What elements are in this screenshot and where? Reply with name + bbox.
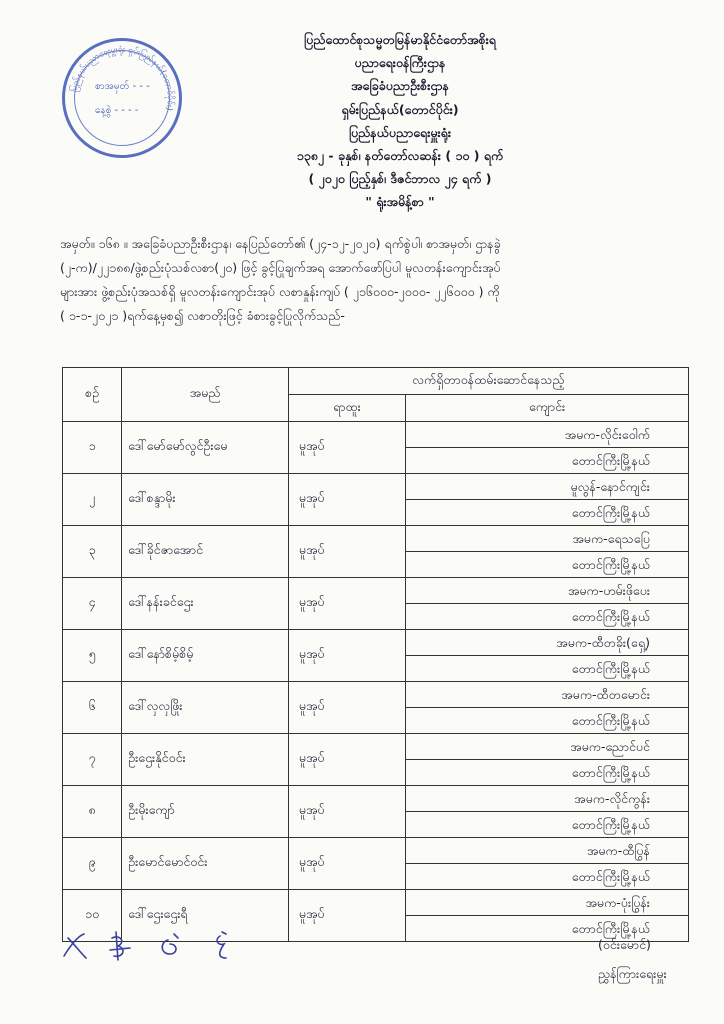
initial-mark — [110, 932, 130, 960]
cell-rank: မူအုပ် — [288, 578, 405, 630]
stamp-ref-line: စာအမှတ် - - - — [95, 81, 150, 92]
cell-no: ၆ — [63, 682, 122, 734]
cell-name: ဦးဌေးနိုင်ဝင်း — [122, 734, 289, 786]
col-header-name: အမည် — [122, 368, 289, 422]
cell-rank: မူအုပ် — [288, 890, 405, 942]
school-township: တောင်ကြီးမြို့နယ် — [571, 765, 650, 780]
initials-signatures — [60, 928, 260, 968]
table-row — [63, 786, 689, 838]
table-row — [63, 422, 689, 474]
header-line-date-gregorian: ( ၂၀၂၀ ပြည့်နှစ်၊ ဒီဇင်ဘာလ ၂၄ ရက် ) — [308, 171, 492, 187]
header-line-state: ရှမ်းပြည်နယ်(တောင်ပိုင်း) — [341, 101, 459, 117]
cell-name: ဒေါ်နော်စိမ့်စိမ့် — [122, 630, 289, 682]
cell-school — [406, 786, 689, 838]
col-header-no: စဉ် — [63, 368, 122, 422]
cell-rank: မူအုပ် — [288, 786, 405, 838]
table-row — [63, 682, 689, 734]
initial-mark — [162, 934, 178, 954]
table-body — [63, 422, 689, 942]
school-township: တောင်ကြီးမြို့နယ် — [571, 817, 650, 832]
cell-no: ၁ — [63, 422, 122, 474]
header-line-government: ပြည်ထောင်စုသမ္မတမြန်မာနိုင်ငံတော်အစိုးရ — [304, 32, 496, 47]
school-name: အမက-ညောင်ပင် — [406, 734, 688, 760]
cell-rank: မူအုပ် — [288, 682, 405, 734]
cell-rank: မူအုပ် — [288, 474, 405, 526]
cell-name: ဒေါ်ခိုင်ဇာအောင် — [122, 526, 289, 578]
cell-rank: မူအုပ် — [288, 422, 405, 474]
initial-mark — [217, 932, 226, 958]
school-township: တောင်ကြီးမြို့နယ် — [571, 869, 650, 884]
col-header-current: လက်ရှိတာဝန်ထမ်းဆောင်နေသည့် — [288, 368, 688, 395]
school-township: တောင်ကြီးမြို့နယ် — [571, 921, 650, 936]
cell-rank: မူအုပ် — [288, 734, 405, 786]
signatory-name: (ဝင်းမောင်) — [598, 937, 651, 952]
school-name: အမက-ရေသပြေ — [406, 526, 688, 552]
table-row — [63, 734, 689, 786]
cell-no: ၄ — [63, 578, 122, 630]
stamp-date-line: နေ့စွဲ - - - - — [95, 105, 139, 116]
cell-school — [406, 734, 689, 786]
paragraph-line: (၂-က)/၂၂၁၈၈/ဖွဲ့စည်းပုံသစ်လစာ(၂၀) ဖြင့် ခွင့်ပြုချက်အရ အောက်ဖော်ပြပါ မူလတန်းကျောင်းအုပ် — [60, 260, 501, 275]
cell-school — [406, 838, 689, 890]
cell-school — [406, 474, 689, 526]
cell-school — [406, 630, 689, 682]
cell-no: ၁၀ — [63, 890, 122, 942]
initial-mark — [64, 934, 86, 958]
header-line-ministry: ပညာရေးဝန်ကြီးဌာန — [354, 55, 446, 71]
school-name: အမက-လိုင်းဝေါက် — [406, 422, 688, 448]
svg-text:ပြည်နယ်ပညာရေးမှူးရုံး ရှမ်းပြည: ပြည်နယ်ပညာရေးမှူးရုံး ရှမ်းပြည်နယ်(တောင်ပိုင်း) — [69, 44, 176, 112]
table-row — [63, 526, 689, 578]
cell-school — [406, 890, 689, 942]
school-name: အမက-ဟမ်းဖိုပေး — [406, 578, 688, 604]
cell-school — [406, 578, 689, 630]
cell-name: ဦးမိုးကျော် — [122, 786, 289, 838]
cell-name: ဦးမောင်မောင်ဝင်း — [122, 838, 289, 890]
school-township: တောင်ကြီးမြို့နယ် — [571, 661, 650, 676]
table-row — [63, 474, 689, 526]
staff-table — [62, 367, 689, 942]
cell-name: ဒေါ်နန်းခင်ဌေး — [122, 578, 289, 630]
school-name: အမက-ထီပြွန် — [406, 838, 688, 864]
school-township: တောင်ကြီးမြို့နယ် — [571, 713, 650, 728]
paragraph-line: အမှတ်။ ၁၆၈ ။ အခြေခံပညာဦးစီးဌာန၊ နေပြည်တော်၏ (၂၄-၁၂-၂၀၂၀) ရက်စွဲပါ၊ စာအမှတ်၊ ဌာနခွဲ — [60, 236, 501, 251]
cell-name: ဒေါ်စန္ဒာမိုး — [122, 474, 289, 526]
school-township: တောင်ကြီးမြို့နယ် — [571, 609, 650, 624]
cell-school — [406, 422, 689, 474]
school-township: တောင်ကြီးမြို့နယ် — [571, 453, 650, 468]
order-paragraph — [60, 232, 685, 328]
school-name: အမက-လိုင်ကွန်း — [406, 786, 688, 812]
table-row — [63, 578, 689, 630]
col-header-school: ကျောင်း — [406, 395, 689, 422]
signatory-title: ညွှန်ကြားရေးမှူး — [598, 966, 667, 981]
paragraph-line: ( ၁-၁-၂၀၂၁ )ရက်နေ့မှစ၍ လစာတိုးဖြင့် ခံစားခွင့်ပြုလိုက်သည်- — [60, 308, 345, 323]
header-line-date-myanmar: ၁၃၈၂ - ခုနှစ်၊ နတ်တော်လဆန်း ( ၁၀ ) ရက် — [296, 148, 504, 164]
letterhead — [150, 28, 650, 214]
header-line-office: ပြည်နယ်ပညာရေးမှူးရုံး — [348, 124, 452, 140]
cell-rank: မူအုပ် — [288, 526, 405, 578]
cell-name: ဒေါ်လှလှဖြိုး — [122, 682, 289, 734]
cell-rank: မူအုပ် — [288, 630, 405, 682]
cell-no: ၉ — [63, 838, 122, 890]
header-line-department: အခြေခံပညာဦးစီးဌာန — [351, 78, 449, 94]
school-name: မူလွန်-နောင်ကျင်း — [406, 474, 688, 500]
cell-school — [406, 682, 689, 734]
cell-no: ၇ — [63, 734, 122, 786]
cell-no: ၂ — [63, 474, 122, 526]
cell-no: ၅ — [63, 630, 122, 682]
cell-name: ဒေါ်ဌေးဌေးရီ — [122, 890, 289, 942]
table-row — [63, 838, 689, 890]
col-header-rank: ရာထူး — [288, 395, 405, 422]
cell-name: ဒေါ်မော်မော်လွင်ဦးမေ — [122, 422, 289, 474]
school-township: တောင်ကြီးမြို့နယ် — [571, 505, 650, 520]
cell-no: ၃ — [63, 526, 122, 578]
document-title: " ရုံးအမိန့်စာ " — [365, 194, 435, 210]
cell-school — [406, 526, 689, 578]
table-row — [63, 630, 689, 682]
paragraph-line: များအား ဖွဲ့စည်းပုံအသစ်ရှိ မူလတန်းကျောင်းအုပ် လစာနှုန်းကျပ် ( ၂၁၆၀၀၀-၂၀၀၀- ၂၂၆၀၀၀ ) ကို — [60, 284, 500, 299]
cell-no: ၈ — [63, 786, 122, 838]
school-name: အမက-ထီတမောင်း — [406, 682, 688, 708]
school-township: တောင်ကြီးမြို့နယ် — [571, 557, 650, 572]
school-name: အမက-ပုံးပြွန်း — [406, 890, 688, 916]
cell-rank: မူအုပ် — [288, 838, 405, 890]
school-name: အမက-ထီတခိုး(ရှေ့) — [406, 630, 688, 656]
